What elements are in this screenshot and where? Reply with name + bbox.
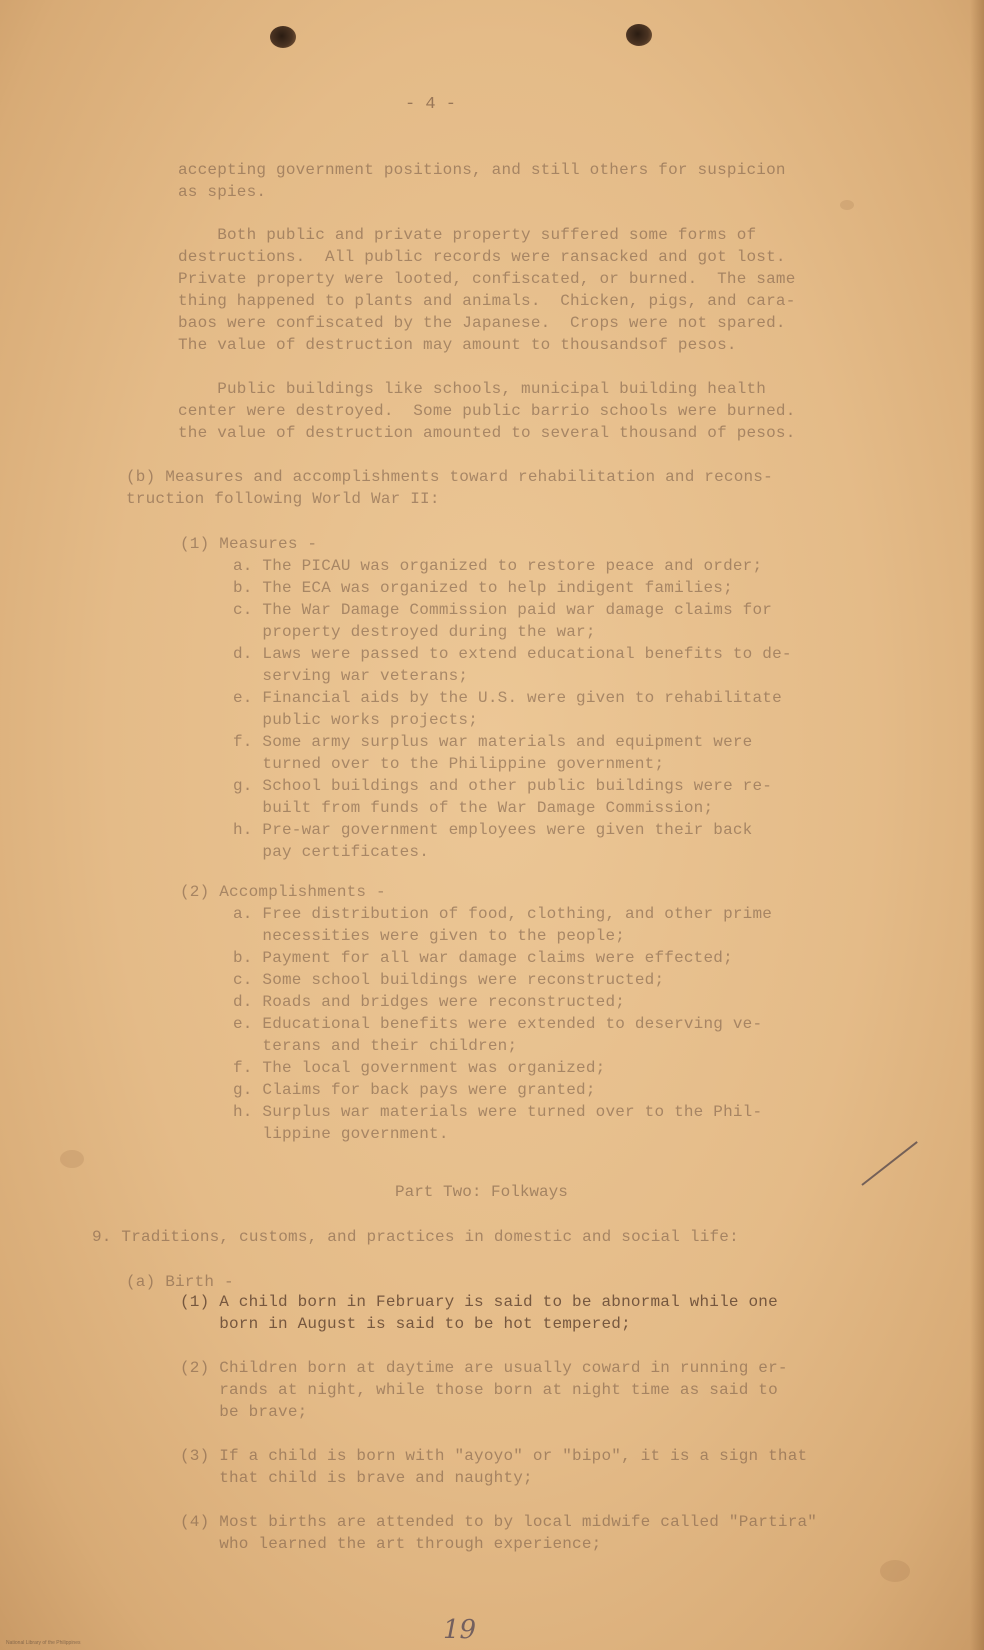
text-line: Both public and private property suffered some forms of [178,226,757,244]
list-item: public works projects; [233,711,479,729]
list-item: f. Some army surplus war materials and equipment were [233,733,753,751]
list-item: a. The PICAU was organized to restore peace and order; [233,557,763,575]
list-item: rands at night, while those born at night time as said to [180,1381,778,1399]
footer-print-text: National Library of the Philippines [6,1640,81,1646]
list-item: built from funds of the War Damage Commission; [233,799,714,817]
list-item: d. Laws were passed to extend educational benefits to de- [233,645,792,663]
list-item: e. Educational benefits were extended to deserving ve- [233,1015,763,1033]
list-item: f. The local government was organized; [233,1059,606,1077]
binding-hole-right [626,24,652,46]
text-line: the value of destruction amounted to several thousand of pesos. [178,424,796,442]
binding-hole-left [270,26,296,48]
text-line: Public buildings like schools, municipal building health [178,380,767,398]
list-item: turned over to the Philippine government; [233,755,665,773]
paper-stain [60,1150,84,1168]
text-line: center were destroyed. Some public barrio schools were burned. [178,402,796,420]
list-item: pay certificates. [233,843,430,861]
list-item: g. School buildings and other public buildings were re- [233,777,773,795]
paper-stain [840,200,854,210]
subsection-heading: (a) Birth - [126,1273,234,1291]
pen-check-mark [861,1141,917,1186]
list-item: that child is brave and naughty; [180,1469,533,1487]
list-item: born in August is said to be hot tempered; [180,1315,631,1333]
section-heading: truction following World War II: [126,490,440,508]
text-line: destructions. All public records were ransacked and got lost. [178,248,786,266]
text-line: Private property were looted, confiscated, or burned. The same [178,270,796,288]
list-item: lippine government. [233,1125,449,1143]
page-number: - 4 - [405,95,457,114]
list-item: c. The War Damage Commission paid war damage claims for [233,601,773,619]
list-item: d. Roads and bridges were reconstructed; [233,993,626,1011]
list-item: e. Financial aids by the U.S. were given to rehabilitate [233,689,782,707]
paper-edge-shadow [970,0,984,1650]
list-item: c. Some school buildings were reconstructed; [233,971,665,989]
part-two-heading: Part Two: Folkways [395,1183,568,1201]
text-line: The value of destruction may amount to thousandsof pesos. [178,336,737,354]
list-item: (2) Children born at daytime are usually coward in running er- [180,1359,788,1377]
list-item: who learned the art through experience; [180,1535,602,1553]
list-item: h. Pre-war government employees were given their back [233,821,753,839]
list-item: property destroyed during the war; [233,623,596,641]
list-item: serving war veterans; [233,667,469,685]
handwritten-page-number: 19 [443,1615,477,1645]
list-item: (4) Most births are attended to by local midwife called "Partira" [180,1513,818,1531]
subsection-heading: (1) Measures - [180,535,318,553]
text-line: baos were confiscated by the Japanese. Crops were not spared. [178,314,786,332]
text-line: thing happened to plants and animals. Chicken, pigs, and cara- [178,292,796,310]
text-line: accepting government positions, and still others for suspicion [178,161,786,179]
list-item: b. The ECA was organized to help indigent families; [233,579,733,597]
list-item: h. Surplus war materials were turned over to the Phil- [233,1103,763,1121]
list-item: (1) A child born in February is said to be abnormal while one [180,1293,778,1311]
list-item: b. Payment for all war damage claims were effected; [233,949,733,967]
list-item: necessities were given to the people; [233,927,626,945]
list-item: a. Free distribution of food, clothing, and other prime [233,905,773,923]
text-line: as spies. [178,183,267,201]
paper-stain [880,1560,910,1582]
list-item: terans and their children; [233,1037,518,1055]
subsection-heading: (2) Accomplishments - [180,883,386,901]
section-heading: (b) Measures and accomplishments toward rehabilitation and recons- [126,468,773,486]
list-item: g. Claims for back pays were granted; [233,1081,596,1099]
list-item: be brave; [180,1403,308,1421]
list-item: (3) If a child is born with "ayoyo" or "bipo", it is a sign that [180,1447,808,1465]
numbered-item-heading: 9. Traditions, customs, and practices in domestic and social life: [92,1228,739,1246]
